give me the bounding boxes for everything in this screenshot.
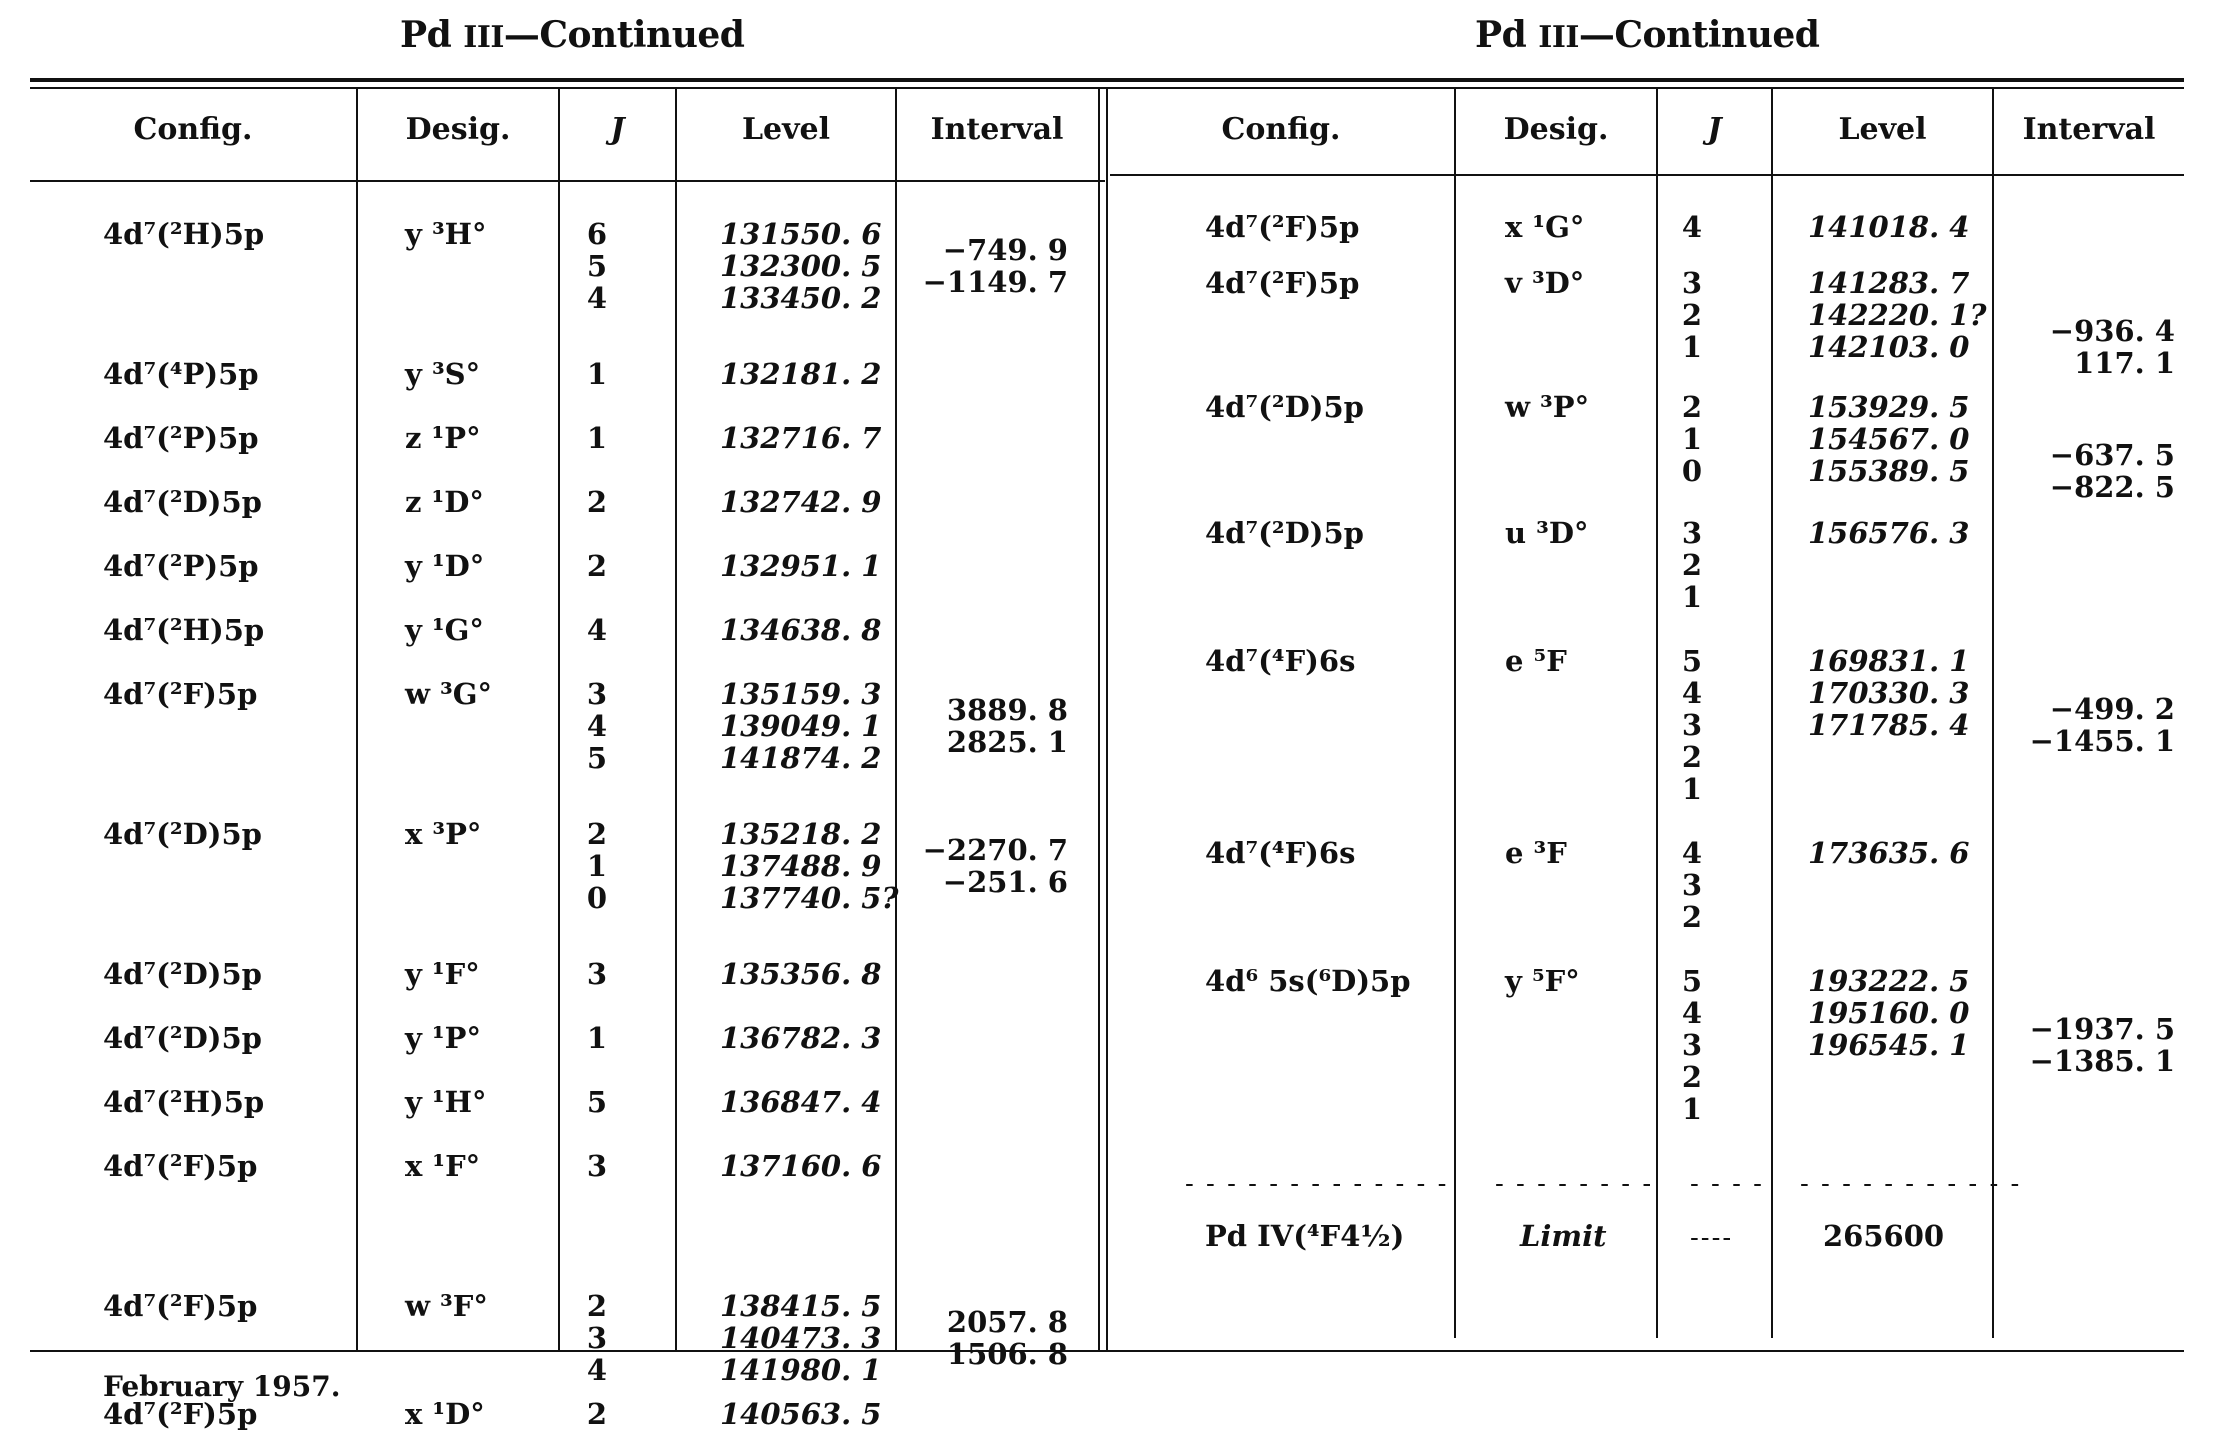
footnote: February 1957. [103, 1370, 341, 1403]
j-value: 2 [1681, 1060, 1703, 1094]
desig-cell: w ³P° [1505, 390, 1590, 424]
header-rule-right [1110, 174, 2184, 176]
interval-value: −637. 5 [2049, 438, 2175, 472]
level-value: 137488. 9 [720, 849, 882, 883]
level-value: 173635. 6 [1808, 836, 1970, 870]
title-right [1475, 14, 1819, 56]
title-right-roman: III [1538, 20, 1579, 55]
col-level-right: Level [1838, 112, 1927, 147]
limit-dashes-j: - - - - [1690, 1169, 1764, 1199]
level-value: 141980. 1 [720, 1353, 882, 1387]
j-value: 4 [1681, 996, 1703, 1030]
limit-config: Pd IV(⁴F4½) [1205, 1219, 1405, 1253]
limit-dashes-config: - - - - - - - - - - - - - [1185, 1169, 1449, 1199]
desig-cell: u ³D° [1505, 516, 1589, 550]
col-sep [356, 88, 358, 1350]
interval-value: 2057. 8 [946, 1305, 1068, 1339]
col-sep [1771, 88, 1773, 1338]
level-value: 137740. 5? [720, 881, 899, 915]
bottom-rule [30, 1350, 2184, 1352]
j-value: 5 [1681, 964, 1703, 998]
interval-value: 117. 1 [2074, 346, 2175, 380]
top-rule-thick [30, 78, 2184, 82]
config-cell: 4d⁷(²F)5p [1205, 266, 1360, 300]
config-cell: 4d⁷(²D)5p [103, 817, 262, 851]
j-value: 3 [586, 1321, 608, 1355]
desig-cell: e ⁵F [1505, 644, 1567, 678]
level-value: 193222. 5 [1808, 964, 1970, 998]
col-desig-right: Desig. [1503, 112, 1609, 147]
desig-cell: y ¹P° [405, 1021, 481, 1055]
col-config-right: Config. [1221, 112, 1341, 147]
j-value: 3 [586, 1149, 608, 1183]
j-value: 3 [586, 677, 608, 711]
desig-cell: y ¹D° [405, 549, 485, 583]
j-value: 5 [586, 1085, 608, 1119]
desig-cell: e ³F [1505, 836, 1567, 870]
interval-value: −1455. 1 [2029, 724, 2175, 758]
j-value: 2 [586, 485, 608, 519]
col-sep [1656, 88, 1658, 1338]
config-cell: 4d⁷(²F)5p [103, 677, 258, 711]
j-value: 1 [586, 421, 608, 455]
level-value: 135218. 2 [720, 817, 882, 851]
j-value: 3 [1681, 266, 1703, 300]
interval-value: 3889. 8 [946, 693, 1068, 727]
desig-cell: x ³P° [405, 817, 482, 851]
config-cell: 4d⁷(²F)5p [1205, 210, 1360, 244]
col-config-left: Config. [133, 112, 253, 147]
level-value: 132742. 9 [720, 485, 882, 519]
level-value: 136847. 4 [720, 1085, 882, 1119]
desig-cell: y ¹H° [405, 1085, 487, 1119]
desig-cell: z ¹D° [405, 485, 484, 519]
j-value: 3 [1681, 516, 1703, 550]
level-value: 133450. 2 [720, 281, 882, 315]
desig-cell: y ³H° [405, 217, 487, 251]
j-value: 2 [586, 1397, 608, 1431]
interval-value: −251. 6 [942, 865, 1068, 899]
level-value: 195160. 0 [1808, 996, 1970, 1030]
level-value: 136782. 3 [720, 1021, 882, 1055]
j-value: 2 [586, 1289, 608, 1323]
j-value: 4 [586, 281, 608, 315]
j-value: 4 [1681, 676, 1703, 710]
j-value: 1 [586, 849, 608, 883]
config-cell: 4d⁷(⁴F)6s [1205, 836, 1356, 870]
config-cell: 4d⁷(⁴F)6s [1205, 644, 1356, 678]
interval-value: −749. 9 [942, 233, 1068, 267]
limit-desig: Limit [1520, 1219, 1607, 1253]
col-sep [1454, 88, 1456, 1338]
config-cell: 4d⁷(²F)5p [103, 1149, 258, 1183]
config-cell: 4d⁷(²F)5p [103, 1397, 258, 1431]
interval-value: −936. 4 [2049, 314, 2175, 348]
desig-cell: x ¹F° [405, 1149, 481, 1183]
j-value: 1 [1681, 580, 1703, 614]
col-desig-left: Desig. [405, 112, 511, 147]
level-value: 140563. 5 [720, 1397, 882, 1431]
desig-cell: y ¹F° [405, 957, 480, 991]
interval-value: 1506. 8 [946, 1337, 1068, 1371]
title-left-prefix: Pd [400, 14, 464, 56]
title-right-prefix: Pd [1475, 14, 1539, 56]
interval-value: −1937. 5 [2029, 1012, 2175, 1046]
j-value: 4 [586, 1353, 608, 1387]
config-cell: 4d⁷(²H)5p [103, 613, 265, 647]
j-value: 5 [1681, 644, 1703, 678]
j-value: 4 [1681, 836, 1703, 870]
j-value: 1 [1681, 330, 1703, 364]
config-cell: 4d⁷(⁴P)5p [103, 357, 259, 391]
j-value: 3 [1681, 868, 1703, 902]
j-value: 5 [586, 249, 608, 283]
title-left-roman: III [463, 20, 504, 55]
col-interval-right: Interval [2022, 112, 2156, 147]
level-value: 170330. 3 [1808, 676, 1970, 710]
level-value: 154567. 0 [1808, 422, 1970, 456]
level-value: 169831. 1 [1808, 644, 1970, 678]
level-value: 142103. 0 [1808, 330, 1970, 364]
center-double-a [1098, 88, 1100, 1350]
desig-cell: y ³S° [405, 357, 481, 391]
interval-value: −822. 5 [2049, 470, 2175, 504]
j-value: 1 [1681, 772, 1703, 806]
level-value: 132716. 7 [720, 421, 882, 455]
config-cell: 4d⁷(²D)5p [103, 1021, 262, 1055]
config-cell: 4d⁷(²D)5p [103, 957, 262, 991]
col-sep [558, 88, 560, 1350]
j-value: 3 [1681, 1028, 1703, 1062]
desig-cell: y ⁵F° [1505, 964, 1580, 998]
j-value: 4 [1681, 210, 1703, 244]
config-cell: 4d⁷(²P)5p [103, 421, 259, 455]
j-value: 2 [1681, 740, 1703, 774]
col-sep [675, 88, 677, 1350]
desig-cell: x ¹D° [405, 1397, 485, 1431]
j-value: 6 [586, 217, 608, 251]
j-value: 3 [586, 957, 608, 991]
title-left-suffix: —Continued [503, 14, 745, 56]
limit-dashes-desig: - - - - - - - - [1495, 1169, 1654, 1199]
desig-cell: y ¹G° [405, 613, 484, 647]
j-value: 3 [1681, 708, 1703, 742]
j-value: 1 [586, 357, 608, 391]
desig-cell: z ¹P° [405, 421, 481, 455]
j-value: 2 [586, 817, 608, 851]
level-value: 132300. 5 [720, 249, 882, 283]
level-value: 138415. 5 [720, 1289, 882, 1323]
config-cell: 4d⁷(²D)5p [103, 485, 262, 519]
interval-value: 2825. 1 [946, 725, 1068, 759]
config-cell: 4d⁷(²D)5p [1205, 390, 1364, 424]
j-value: 2 [1681, 900, 1703, 934]
limit-level: 265600 [1823, 1219, 1945, 1253]
level-value: 135159. 3 [720, 677, 882, 711]
j-value: 1 [1681, 1092, 1703, 1126]
desig-cell: v ³D° [1505, 266, 1585, 300]
desig-cell: x ¹G° [1505, 210, 1585, 244]
title-left [400, 14, 744, 56]
level-value: 131550. 6 [720, 217, 882, 251]
level-value: 132181. 2 [720, 357, 882, 391]
header-rule-left [30, 180, 1105, 182]
level-value: 155389. 5 [1808, 454, 1970, 488]
interval-value: −1149. 7 [922, 265, 1068, 299]
level-value: 137160. 6 [720, 1149, 882, 1183]
desig-cell: w ³F° [405, 1289, 488, 1323]
interval-value: −1385. 1 [2029, 1044, 2175, 1078]
j-value: 5 [586, 741, 608, 775]
interval-value: −499. 2 [2049, 692, 2175, 726]
col-j-left: J [610, 112, 625, 147]
limit-dashes-level: - - - - - - - - - - - [1800, 1169, 2022, 1199]
level-value: 171785. 4 [1808, 708, 1970, 742]
config-cell: 4d⁷(²F)5p [103, 1289, 258, 1323]
level-value: 135356. 8 [720, 957, 882, 991]
level-value: 196545. 1 [1808, 1028, 1970, 1062]
j-value: 4 [586, 709, 608, 743]
j-value: 2 [1681, 390, 1703, 424]
j-value: 1 [1681, 422, 1703, 456]
j-value: 0 [586, 881, 608, 915]
j-value: 0 [1681, 454, 1703, 488]
level-value: 156576. 3 [1808, 516, 1970, 550]
level-value: 140473. 3 [720, 1321, 882, 1355]
config-cell: 4d⁷(²H)5p [103, 217, 265, 251]
level-value: 141874. 2 [720, 741, 882, 775]
level-value: 139049. 1 [720, 709, 882, 743]
level-value: 132951. 1 [720, 549, 882, 583]
limit-j: ---- [1690, 1223, 1734, 1253]
center-double-b [1106, 88, 1108, 1350]
j-value: 1 [586, 1021, 608, 1055]
j-value: 4 [586, 613, 608, 647]
level-value: 141018. 4 [1808, 210, 1970, 244]
level-value: 142220. 1? [1808, 298, 1987, 332]
level-value: 134638. 8 [720, 613, 882, 647]
col-level-left: Level [741, 112, 831, 147]
col-interval-left: Interval [930, 112, 1064, 147]
j-value: 2 [586, 549, 608, 583]
col-j-right: J [1707, 112, 1722, 147]
interval-value: −2270. 7 [922, 833, 1068, 867]
desig-cell: w ³G° [405, 677, 493, 711]
j-value: 2 [1681, 298, 1703, 332]
title-right-suffix: —Continued [1578, 14, 1820, 56]
level-value: 141283. 7 [1808, 266, 1970, 300]
config-cell: 4d⁷(²P)5p [103, 549, 259, 583]
config-cell: 4d⁷(²D)5p [1205, 516, 1364, 550]
config-cell: 4d⁶ 5s(⁶D)5p [1205, 964, 1411, 998]
config-cell: 4d⁷(²H)5p [103, 1085, 265, 1119]
j-value: 2 [1681, 548, 1703, 582]
level-value: 153929. 5 [1808, 390, 1970, 424]
